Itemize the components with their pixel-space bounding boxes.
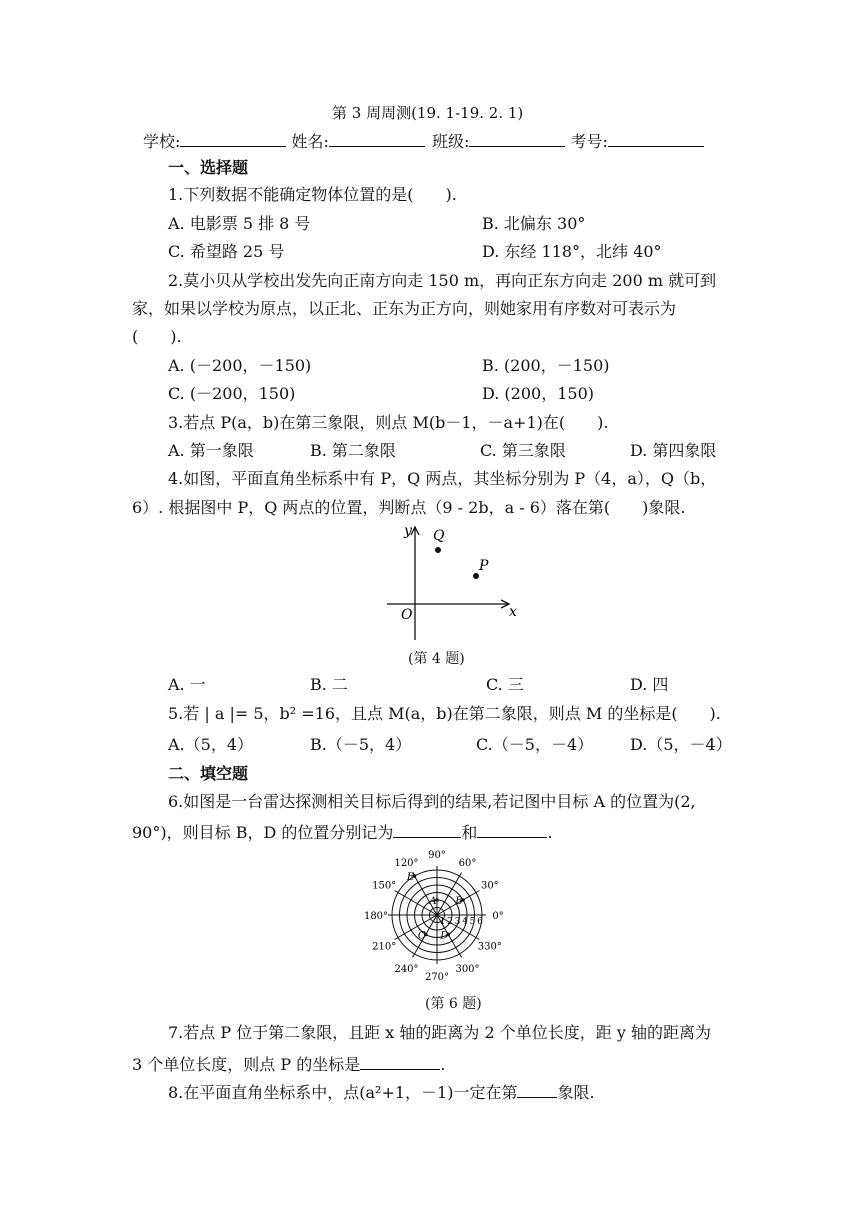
q7-line2-text: 3 个单位长度，则点 P 的坐标是	[132, 1055, 361, 1074]
q3-option-a: A. 第一象限	[168, 441, 254, 460]
radar-target-label-b: B	[455, 896, 463, 907]
radar-ring-number-4: 4	[462, 917, 468, 927]
y-axis-label: y	[404, 523, 412, 539]
radar-target-label-e: E	[406, 872, 415, 884]
q2-option-c: C. (－200，150)	[168, 384, 296, 403]
q4-option-d: D. 四	[630, 675, 669, 694]
class-label: 班级:	[432, 132, 470, 151]
section-heading-choice: 一、选择题	[168, 158, 249, 177]
point-p-label: P	[479, 558, 489, 574]
q4-line2: 6）. 根据图中 P，Q 两点的位置，判断点（9 - 2b，a - 6）落在第( )象限.	[132, 498, 686, 517]
header-fields	[143, 132, 704, 150]
x-axis-label: x	[509, 604, 517, 620]
q1-option-a: A. 电影票 5 排 8 号	[168, 214, 311, 233]
q1-option-c: C. 希望路 25 号	[168, 242, 285, 261]
q6-line2-text: 90°)，则目标 B，D 的位置分别记为	[132, 823, 394, 842]
radar-target-label-d: D	[440, 930, 449, 942]
q8-text-end: 象限.	[557, 1083, 595, 1102]
radar-angle-label-180: 180°	[363, 911, 389, 922]
q5-option-b: B.（－5，4）	[310, 735, 412, 754]
q5-option-d: D.（5，－4）	[630, 735, 732, 754]
radar-target-label-a: A	[429, 896, 437, 907]
radar-angle-label-90: 90°	[428, 850, 446, 861]
q2-line1: 2.莫小贝从学校出发先向正南方向走 150 m，再向正东方向走 200 m 就可到	[168, 271, 717, 290]
q1-option-b: B. 北偏东 30°	[482, 214, 586, 233]
q4-coordinate-figure	[375, 515, 525, 645]
q3-option-c: C. 第三象限	[480, 441, 566, 460]
exam-no-label: 考号:	[570, 132, 608, 151]
radar-ring-number-6: 6	[477, 917, 483, 927]
q3-stem: 3.若点 P(a，b)在第三象限，则点 M(b－1，－a+1)在( ).	[168, 413, 609, 432]
q1-option-d: D. 东经 118°，北纬 40°	[482, 242, 662, 261]
section-heading-fill: 二、填空题	[168, 764, 249, 783]
q5-option-c: C.（－5，－4）	[476, 735, 594, 754]
radar-angle-label-300: 300°	[455, 963, 480, 975]
q2-line2: 家，如果以学校为原点，以正北、正东为正方向，则她家用有序数对可表示为	[132, 299, 677, 318]
q8-line	[168, 1083, 595, 1101]
q4-option-a: A. 一	[168, 675, 206, 694]
school-blank	[180, 132, 286, 147]
q2-option-d: D. (200，150)	[482, 384, 594, 403]
radar-angle-label-330: 330°	[477, 941, 502, 953]
radar-ring-number-1: 1	[439, 917, 446, 927]
q7-blank[interactable]	[360, 1055, 440, 1070]
q2-option-a: A. (－200，－150)	[168, 356, 312, 375]
radar-angle-label-120: 120°	[394, 858, 419, 870]
q8-blank[interactable]	[517, 1083, 557, 1098]
radar-angle-label-270: 270°	[424, 972, 450, 983]
radar-ring-number-2: 2	[447, 917, 453, 927]
q6-caption: (第 6 题)	[425, 996, 482, 1012]
class-blank	[469, 132, 565, 147]
q6-line1: 6.如图是一台雷达探测相关目标后得到的结果,若记图中目标 A 的位置为(2,	[168, 792, 696, 811]
q1-stem: 1.下列数据不能确定物体位置的是( ).	[168, 185, 457, 204]
radar-angle-label-60: 60°	[458, 858, 477, 870]
q5-stem: 5.若 | a |= 5，b² =16，且点 M(a，b)在第二象限，则点 M 的坐标是( ).	[168, 704, 721, 723]
name-label: 姓名:	[291, 132, 329, 151]
radar-angle-label-210: 210°	[372, 941, 397, 953]
q2-line3: ( ).	[132, 327, 182, 346]
radar-angle-label-150: 150°	[372, 880, 397, 892]
q3-option-b: B. 第二象限	[310, 441, 396, 460]
q6-blank-d[interactable]	[477, 823, 547, 838]
radar-ring-number-5: 5	[469, 917, 476, 927]
radar-target-label-c: C	[417, 930, 426, 942]
name-blank	[329, 132, 425, 147]
q4-line1: 4.如图，平面直角坐标系中有 P，Q 两点，其坐标分别为 P（4，a），Q（b，	[168, 469, 717, 488]
q8-text: 8.在平面直角坐标系中，点(a²+1，－1)一定在第	[168, 1083, 518, 1102]
q4-option-b: B. 二	[310, 675, 348, 694]
q7-line1: 7.若点 P 位于第二象限，且距 x 轴的距离为 2 个单位长度，距 y 轴的距离为	[168, 1023, 711, 1042]
radar-figure	[345, 840, 525, 990]
q2-option-b: B. (200，－150)	[482, 356, 610, 375]
school-label: 学校:	[143, 132, 181, 151]
exam-no-blank	[608, 132, 704, 147]
q5-option-a: A.（5，4）	[168, 735, 254, 754]
q4-caption: (第 4 题)	[408, 651, 465, 667]
q7-line2	[132, 1055, 445, 1073]
q3-option-d: D. 第四象限	[630, 441, 717, 460]
radar-angle-label-0: 0°	[492, 911, 504, 922]
page-title: 第 3 周周测(19. 1-19. 2. 1)	[332, 104, 524, 122]
q6-blank-b[interactable]	[393, 823, 461, 838]
q6-and: 和	[461, 823, 478, 842]
radar-angle-label-30: 30°	[480, 880, 499, 892]
q7-period: .	[440, 1055, 446, 1074]
q6-line2	[132, 823, 552, 841]
point-q-label: Q	[433, 528, 445, 544]
radar-angle-label-240: 240°	[394, 963, 419, 975]
q4-option-c: C. 三	[486, 675, 524, 694]
q6-period: .	[547, 823, 553, 842]
radar-ring-number-3: 3	[454, 917, 461, 927]
point-q	[435, 547, 441, 553]
origin-label: O	[401, 607, 413, 623]
